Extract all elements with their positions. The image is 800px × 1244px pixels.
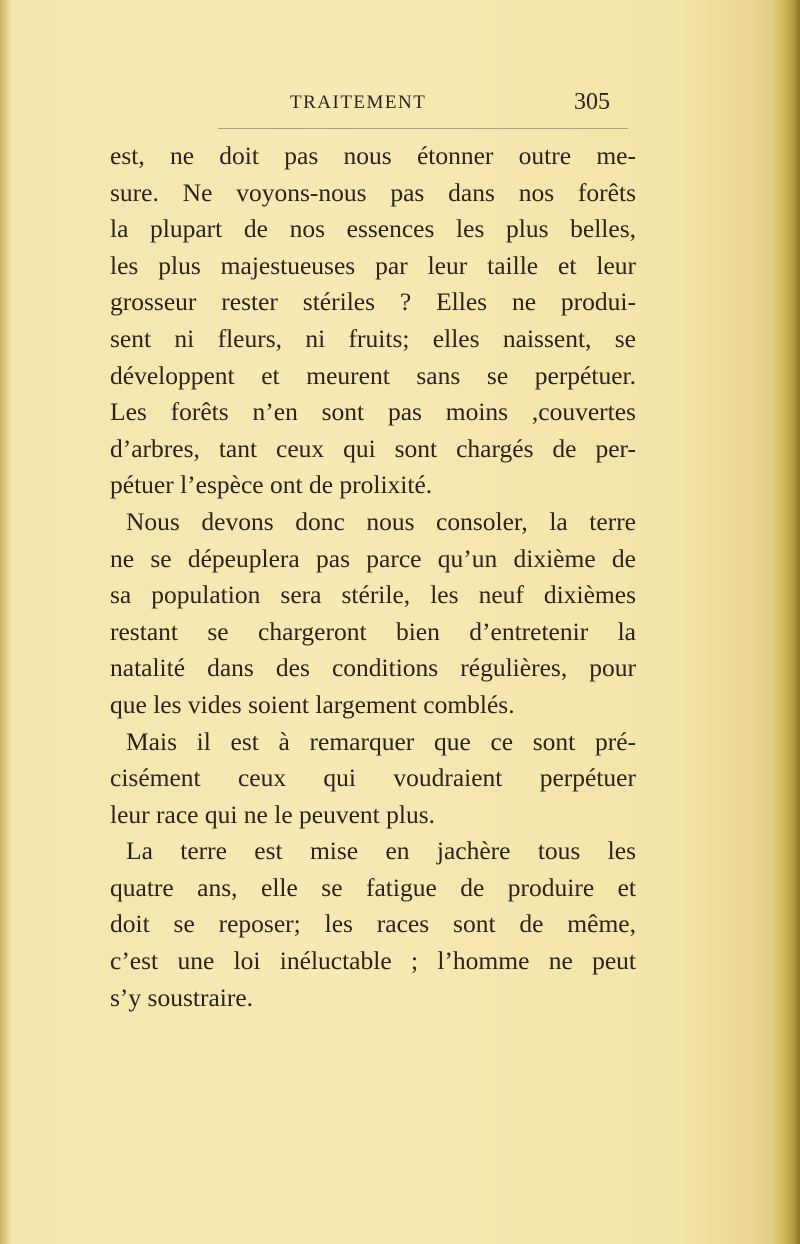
text-line: Nous devons donc nous consoler, la terre [126,506,636,536]
page-edge-shadow [772,0,800,1244]
text-line: La terre est mise en jachère tous les [126,836,636,866]
header-rule [218,128,628,129]
text-line: natalité dans des conditions régulières, pour [110,653,636,683]
text-line: est, ne doit pas nous étonner outre me- [110,141,636,170]
text-line: développent et meurent sans se perpétuer. [110,360,636,390]
text-line: restant se chargeront bien d’entretenir la [110,616,636,646]
text-line: la plupart de nos essences les plus belles, [110,214,636,244]
page-header [0,89,800,122]
text-line: Mais il est à remarquer que ce sont pré- [126,726,636,756]
text-line: Les forêts n’en sont pas moins ,couvertes [110,397,636,427]
text-line: leur race qui ne le peuvent plus. [110,799,436,829]
text-line: sure. Ne voyons-nous pas dans nos forêts [110,177,636,207]
text-line: sa population sera stérile, les neuf dixièmes [110,580,636,610]
running-head: TRAITEMENT [290,92,427,113]
text-line: sent ni fleurs, ni fruits; elles naissent, se [110,323,636,353]
text-line: pétuer l’espèce ont de prolixité. [110,470,433,500]
text-line: que les vides soient largement comblés. [110,689,515,719]
text-line: doit se reposer; les races sont de même, [110,909,636,939]
text-line: c’est une loi inéluctable ; l’homme ne peut [110,946,636,976]
body-text [110,138,636,1016]
text-line: grosseur rester stériles ? Elles ne produi- [110,287,636,317]
text-line: ne se dépeuplera pas parce qu’un dixième de [110,543,636,573]
text-line: cisément ceux qui voudraient perpétuer [110,763,636,793]
text-line: d’arbres, tant ceux qui sont chargés de per- [110,433,636,463]
text-line: les plus majestueuses par leur taille et leur [110,250,636,280]
page-number: 305 [574,89,610,115]
text-line: quatre ans, elle se fatigue de produire et [110,872,636,902]
text-line: s’y soustraire. [110,982,254,1012]
page-gutter-shadow [0,0,12,1244]
